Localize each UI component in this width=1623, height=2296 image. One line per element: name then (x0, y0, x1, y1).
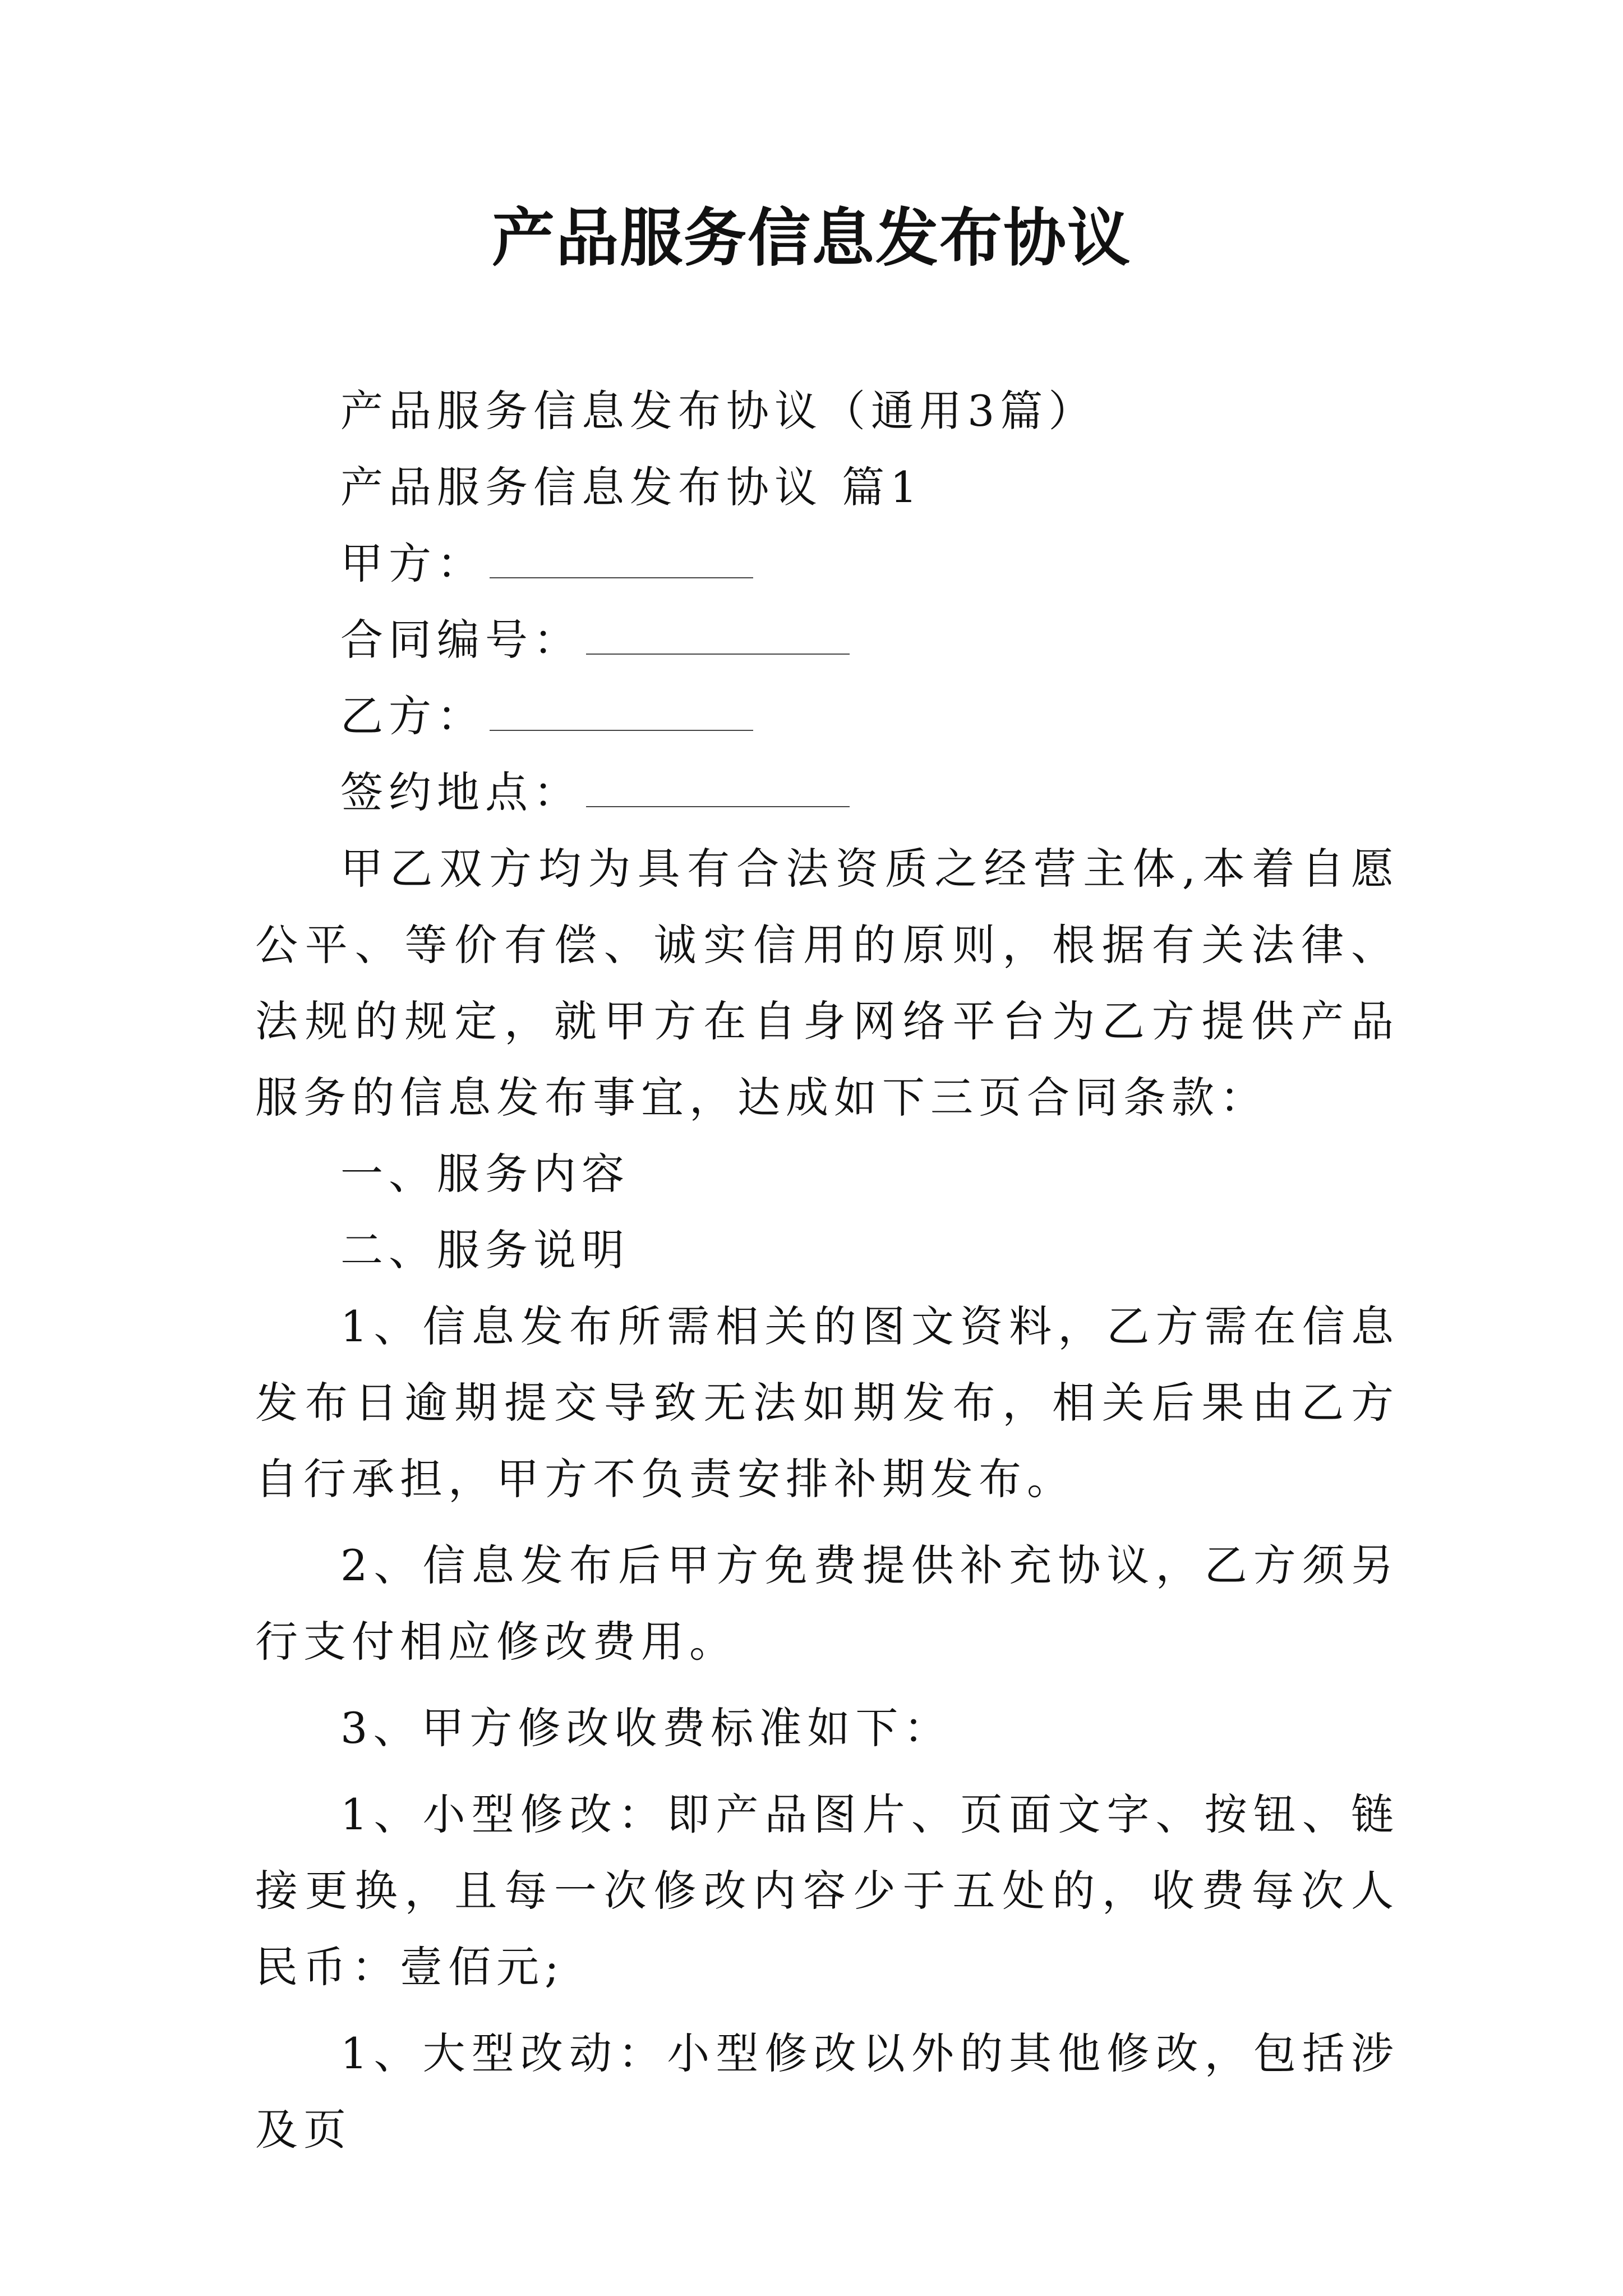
paragraph-preamble: 甲乙双方均为具有合法资质之经营主体,本着自愿公平、等价有偿、诚实信用的原则，根据有关法律、法规的规定，就甲方在自身网络平台为乙方提供产品服务的信息发布事宜，达成如下三页合同条款： (255, 844, 1399, 1122)
document-title: 产品服务信息发布协议 (492, 201, 1131, 275)
field-party-a (255, 526, 1399, 602)
blank-line (586, 619, 850, 655)
section-heading-service-description: 二、服务说明 (340, 1225, 630, 1275)
field-party-b (255, 678, 1399, 754)
clause-3: 3、甲方修改收费标准如下： (340, 1703, 952, 1753)
field-label: 乙方： (340, 691, 485, 741)
clause-2: 2、信息发布后甲方免费提供补充协议，乙方须另行支付相应修改费用。 (255, 1540, 1399, 1667)
field-label: 甲方： (340, 539, 485, 588)
clause-minor-modification: 1、小型修改：即产品图片、页面文字、按钮、链接更换，且每一次修改内容少于五处的，收费每次人民币：壹佰元; (255, 1789, 1399, 1992)
field-contract-number (255, 602, 1399, 678)
section-heading-service-content: 一、服务内容 (340, 1149, 630, 1199)
part-heading: 产品服务信息发布协议 篇1 (340, 462, 923, 512)
document-body (255, 373, 1399, 2168)
field-label: 合同编号： (340, 615, 582, 665)
blank-line (490, 695, 753, 731)
field-label: 签约地点： (340, 767, 582, 817)
blank-line (586, 771, 850, 807)
blank-line (490, 542, 753, 578)
document-subtitle: 产品服务信息发布协议（通用3篇） (340, 386, 1097, 436)
field-signing-place (255, 754, 1399, 831)
clause-major-modification: 1、大型改动：小型修改以外的其他修改，包括涉及页 (255, 2028, 1399, 2155)
clause-1: 1、信息发布所需相关的图文资料，乙方需在信息发布日逾期提交导致无法如期发布，相关后果由乙方自行承担，甲方不负责安排补期发布。 (255, 1301, 1399, 1504)
